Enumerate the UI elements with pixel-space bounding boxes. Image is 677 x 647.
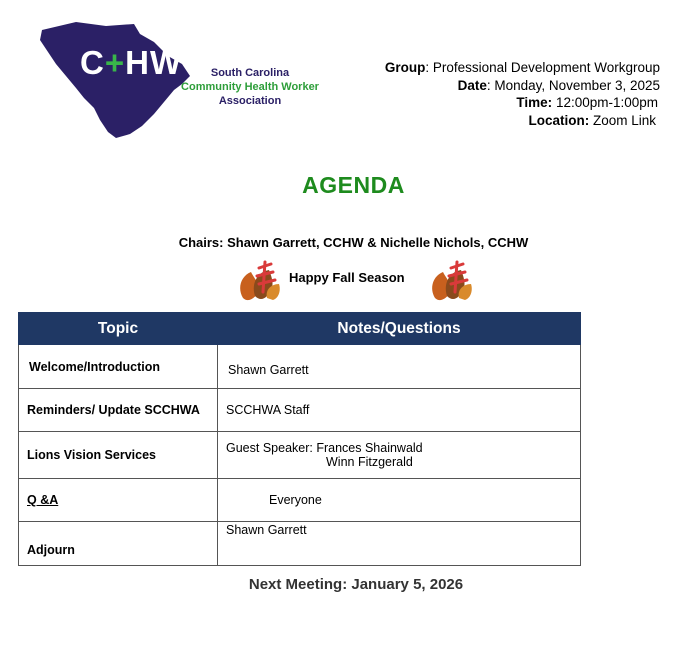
notes-text: Shawn Garrett (228, 362, 309, 377)
topic-text: Q &A (27, 493, 59, 507)
table-row (19, 522, 581, 566)
logo-mark (80, 46, 182, 79)
location-row (385, 112, 656, 130)
organization-name (170, 66, 330, 108)
table-row (19, 432, 581, 479)
chairs-line: Chairs: Shawn Garrett, CCHW & Nichelle Nichols, CCHW (178, 235, 529, 250)
meeting-details (385, 59, 660, 129)
topic-text: Adjourn (27, 542, 75, 557)
notes-cell (218, 345, 581, 389)
season-text: Happy Fall Season (289, 270, 405, 285)
topic-cell (19, 432, 218, 479)
agenda-title: AGENDA (302, 172, 405, 198)
date-row (385, 77, 660, 95)
table-header-row (19, 313, 581, 345)
location-value: Zoom Link (589, 112, 656, 128)
notes-cell (218, 389, 581, 432)
cchwa-logo (36, 18, 336, 143)
notes-cell (218, 479, 581, 522)
logo-mark-text: C+HW (80, 44, 183, 81)
notes-text: Shawn Garrett (226, 523, 307, 537)
season-greeting (235, 258, 485, 304)
next-meeting: Next Meeting: January 5, 2026 (248, 576, 464, 593)
notes-text-line-2: Winn Fitzgerald (326, 455, 413, 469)
org-line-3: Association (218, 95, 282, 107)
notes-text: Guest Speaker: Frances Shainwald (226, 441, 423, 455)
date-value: : Monday, November 3, 2025 (486, 77, 660, 93)
agenda-table (18, 312, 581, 566)
time-label: Time: (516, 95, 553, 110)
table-row (19, 345, 581, 389)
topic-cell (19, 479, 218, 522)
org-line-2: Community Health Worker (181, 81, 319, 93)
notes-cell (218, 432, 581, 479)
notes-column-header: Notes/Questions (218, 313, 581, 345)
time-row (385, 94, 658, 112)
topic-cell (19, 345, 218, 389)
autumn-leaves-icon (427, 258, 477, 302)
group-label: Group (384, 60, 426, 75)
topic-text: Lions Vision Services (27, 448, 156, 462)
date-label: Date (457, 77, 487, 93)
group-value: : Professional Development Workgroup (425, 60, 660, 75)
group-row (385, 59, 660, 77)
org-line-1: South Carolina (210, 67, 290, 79)
topic-text: Reminders/ Update SCCHWA (27, 403, 200, 417)
notes-cell (218, 522, 581, 566)
table-row (19, 389, 581, 432)
notes-text: SCCHWA Staff (226, 403, 310, 417)
topic-text: Welcome/Introduction (29, 359, 161, 374)
table-row (19, 479, 581, 522)
autumn-leaves-icon (235, 258, 285, 302)
time-value: 12:00pm-1:00pm (552, 95, 658, 110)
notes-text: Everyone (269, 493, 322, 507)
topic-cell (19, 389, 218, 432)
topic-cell (19, 522, 218, 566)
location-label: Location: (528, 112, 590, 128)
topic-column-header: Topic (19, 313, 218, 345)
